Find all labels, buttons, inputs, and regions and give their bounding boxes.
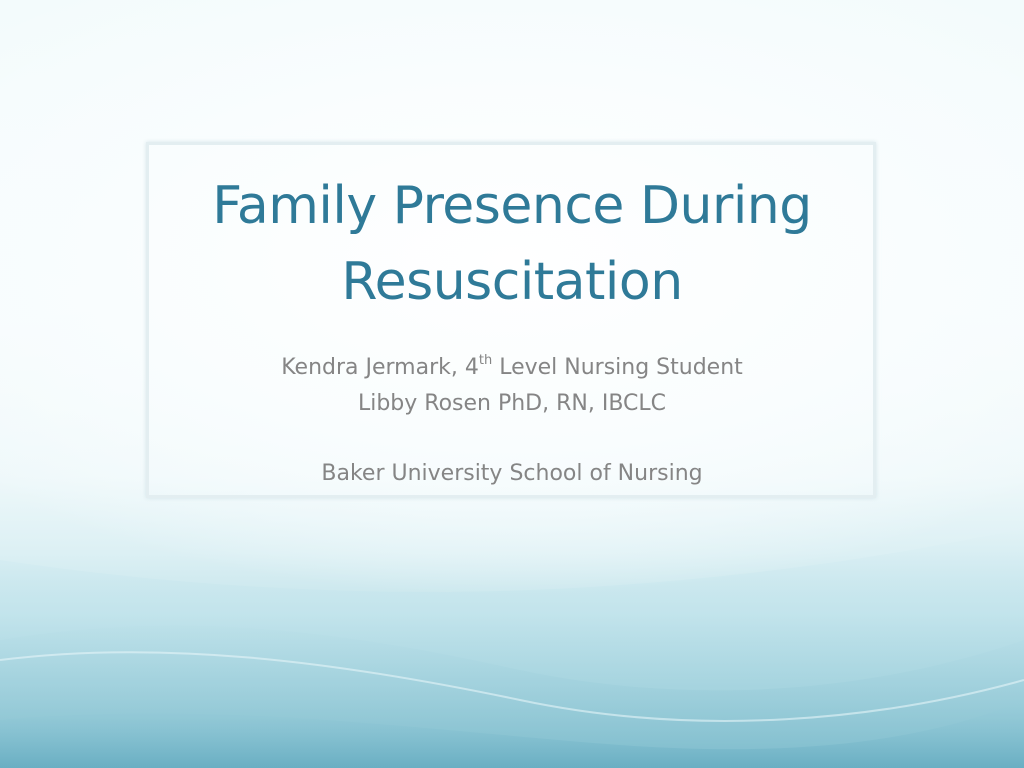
title-line-1: Family Presence During: [212, 176, 812, 236]
slide-subtitle: [160, 350, 864, 492]
author-name: Kendra Jermark, 4: [281, 355, 479, 380]
slide-title: [130, 168, 894, 320]
author-line: [160, 350, 864, 386]
author-ordinal: th: [478, 353, 493, 368]
institution-line: Baker University School of Nursing: [321, 461, 703, 486]
advisor-line: Libby Rosen PhD, RN, IBCLC: [357, 391, 667, 416]
author-role: Level Nursing Student: [492, 355, 743, 380]
spacer: [160, 422, 864, 456]
title-line-2: Resuscitation: [341, 252, 683, 312]
